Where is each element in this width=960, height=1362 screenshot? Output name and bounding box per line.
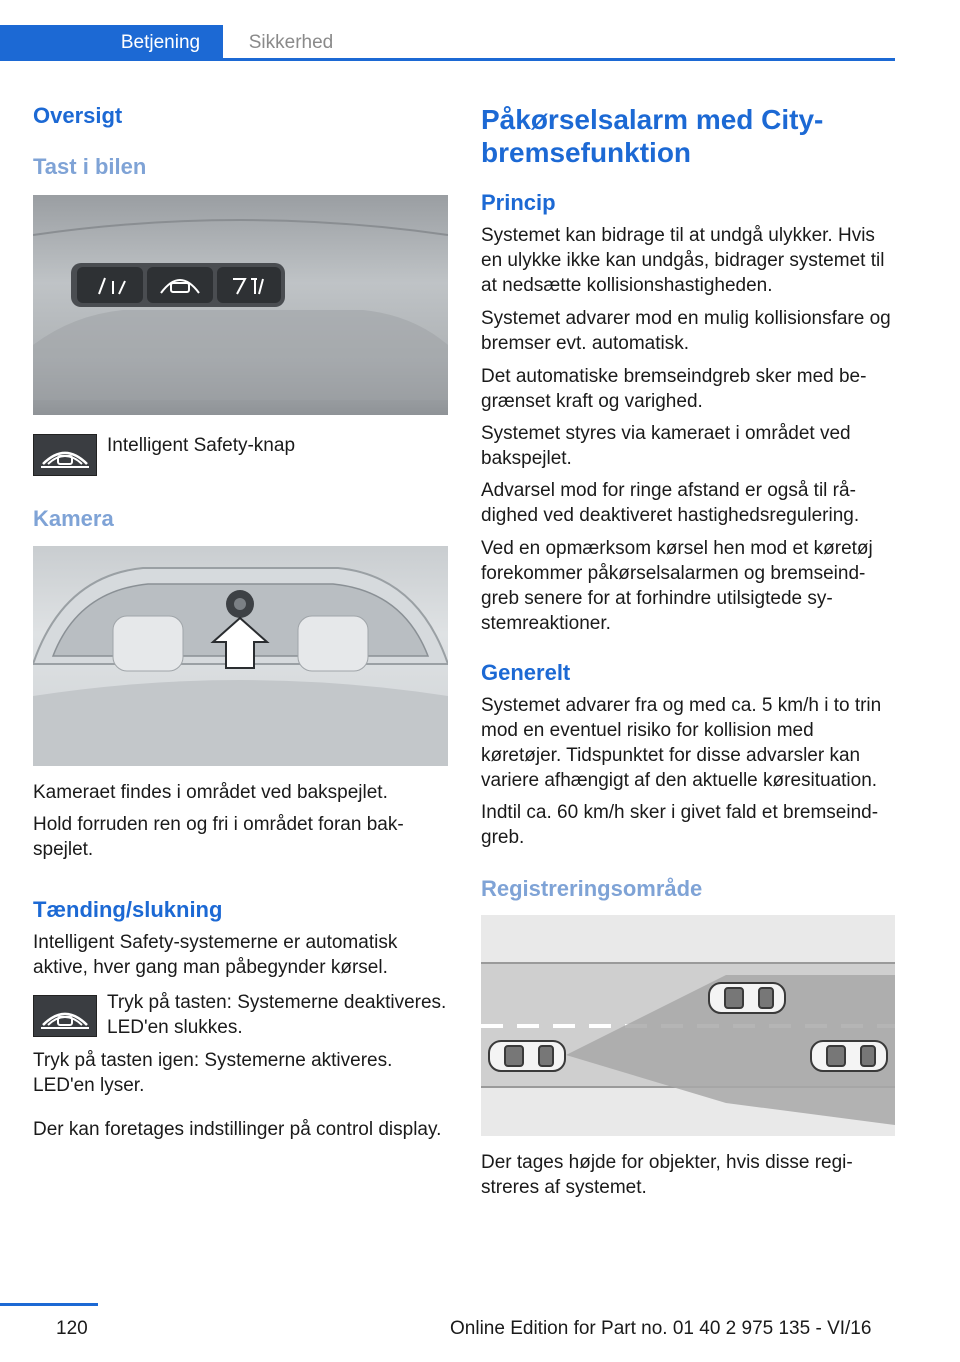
footer-rule bbox=[0, 1303, 98, 1306]
subsection-title-tast: Tast i bilen bbox=[33, 154, 147, 179]
principle-paragraph-4: Systemet styres via kameraet i området ved bakspejlet. bbox=[481, 423, 851, 469]
car-ahead-top bbox=[709, 983, 785, 1013]
onoff-paragraph-1: Intelligent Safety-systemerne er automatisk aktive, hver gang man påbegynder kørsel. bbox=[33, 932, 398, 978]
page-number: 120 bbox=[56, 1318, 88, 1339]
tab-underline bbox=[0, 58, 895, 61]
range-caption: Der tages højde for objekter, hvis disse registreres af systemet. bbox=[481, 1152, 853, 1198]
button-caption: Intelligent Safety-knap bbox=[107, 435, 296, 456]
button-panel-illustration bbox=[33, 195, 448, 415]
chapter-tabbar bbox=[0, 25, 895, 61]
general-paragraph-2: Indtil ca. 60 km/h sker i givet fald et bremseindgreb. bbox=[481, 802, 879, 848]
onoff-paragraph-2: Tryk på tasten igen: Systemerne aktiveres. LED'en lyser. bbox=[33, 1050, 393, 1096]
principle-paragraph-3: Det automatiske bremseindgreb sker med begrænset kraft og varighed. bbox=[481, 366, 867, 412]
subsection-title-registreringsomraade: Registreringsområde bbox=[481, 876, 703, 901]
onoff-icon-paragraph: Tryk på tasten: Systemerne deaktiveres. LED'en slukkes. bbox=[107, 992, 447, 1038]
camera-paragraph-2: Hold forruden ren og fri i området foran bakspejlet. bbox=[33, 814, 404, 860]
section-title-onoff: Tænding/slukning bbox=[33, 897, 223, 922]
camera-photo bbox=[33, 546, 448, 766]
car-own bbox=[489, 1041, 565, 1071]
camera-paragraph-1: Kameraet findes i området ved bakspejlet. bbox=[33, 782, 388, 803]
detection-range-illustration bbox=[481, 915, 895, 1136]
tab-sikkerhed[interactable]: Sikkerhed bbox=[248, 32, 334, 53]
principle-paragraph-6: Ved en opmærksom kørsel hen mod et køretøj forekommer påkørselsalarmen og bremseindgreb senere for at forhindre utilsigtede systemreaktioner. bbox=[481, 538, 873, 634]
detection-range-diagram bbox=[481, 915, 895, 1136]
principle-paragraph-5: Advarsel mod for ringe afstand er også til rådighed ved deaktiveret hastighedsregulering. bbox=[481, 480, 860, 526]
button-panel-photo bbox=[33, 195, 448, 415]
section-title-oversigt: Oversigt bbox=[33, 103, 123, 128]
camera-illustration bbox=[33, 546, 448, 766]
subsection-title-kamera: Kamera bbox=[33, 506, 114, 531]
tab-lead-block bbox=[0, 25, 98, 61]
principle-paragraph-1: Systemet kan bidrage til at undgå ulykker. Hvis en ulykke ikke kan undgås, bidrager systemet til at nedsætte kollisionshastigheden. bbox=[481, 225, 885, 296]
principle-paragraph-2: Systemet advarer mod en mulig kollisionsfare og bremser evt. automatisk. bbox=[481, 308, 891, 354]
general-paragraph-1: Systemet advarer fra og med ca. 5 km/h i to trin mod en eventuel risiko for kollision med køretøjer. Tidspunktet for disse advarsler kan variere afhængigt af den aktuelle køresituation. bbox=[481, 695, 882, 791]
main-title: Påkørselsalarm med City-bremsefunktion bbox=[481, 104, 824, 168]
tab-betjening[interactable]: Betjening bbox=[98, 25, 223, 61]
safety-button-icon-2 bbox=[33, 995, 97, 1037]
section-title-generelt: Generelt bbox=[481, 660, 571, 685]
car-ahead-same-lane bbox=[811, 1041, 887, 1071]
onoff-paragraph-3: Der kan foretages indstillinger på control display. bbox=[33, 1119, 442, 1140]
safety-button-icon bbox=[33, 434, 97, 476]
edition-line: Online Edition for Part no. 01 40 2 975 135 - VI/16 bbox=[450, 1318, 872, 1339]
section-title-princip: Princip bbox=[481, 190, 556, 215]
